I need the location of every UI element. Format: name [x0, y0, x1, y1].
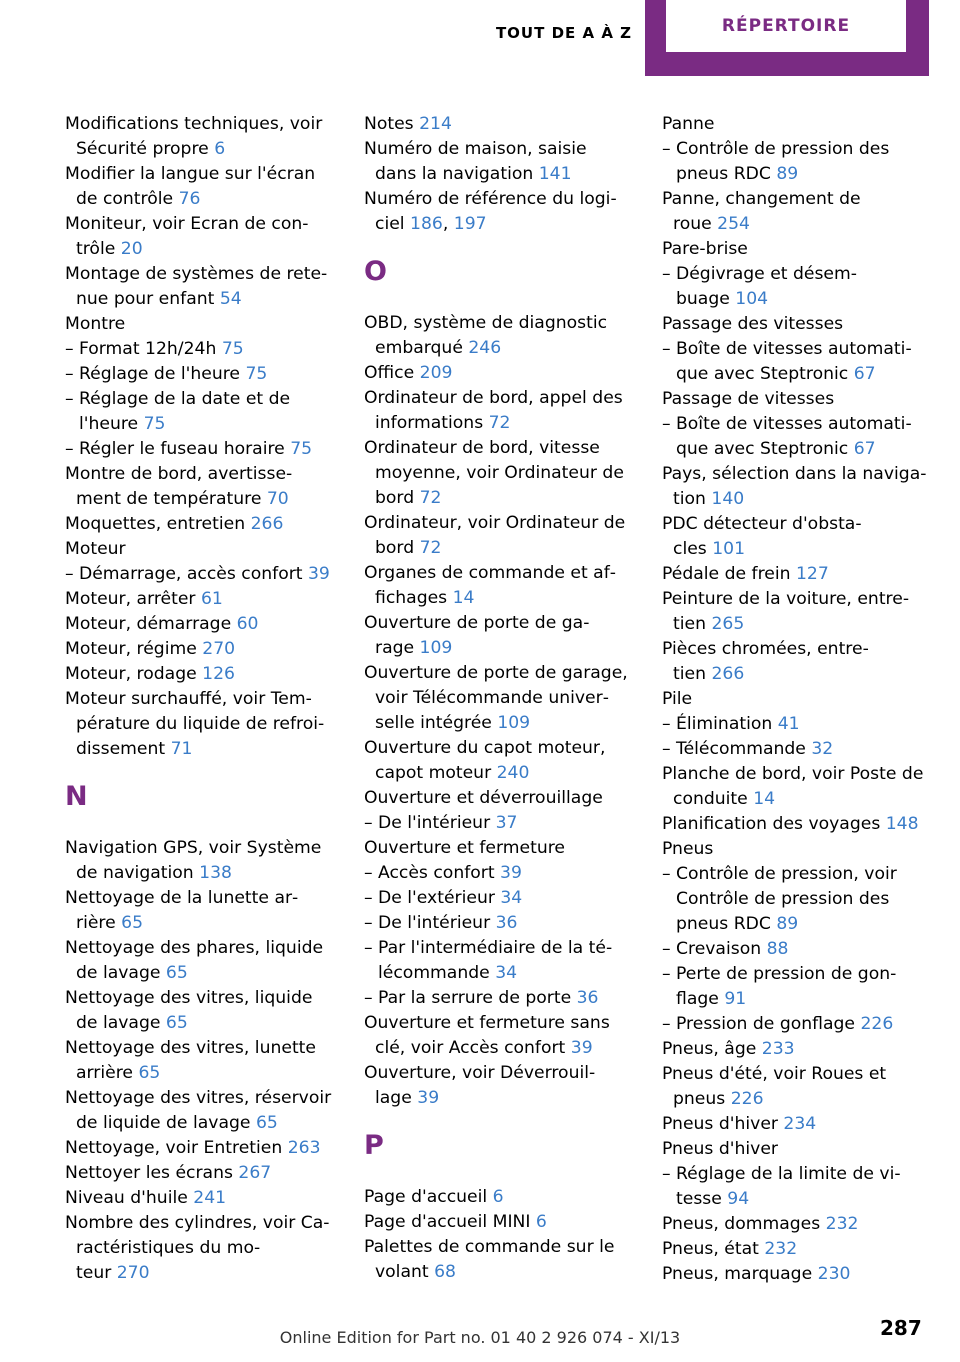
index-entry: Notes 214 — [364, 114, 452, 134]
index-entry: Montre — [65, 314, 126, 334]
index-subentry: – De l'extérieur 34 — [364, 886, 636, 911]
page-ref[interactable]: 209 — [419, 363, 453, 383]
page-ref[interactable]: 65 — [121, 913, 144, 933]
index-entry: Organes de commande et af‐ fichages 14 — [364, 563, 616, 608]
page-ref[interactable]: 94 — [727, 1189, 750, 1209]
index-entry: Nettoyage, voir Entretien 263 — [65, 1138, 321, 1158]
index-entry: Montage de systèmes de rete‐ nue pour enfant 54 — [65, 264, 328, 309]
page-ref[interactable]: 88 — [766, 939, 789, 959]
page-ref[interactable]: 65 — [165, 1013, 188, 1033]
index-entry: Pneus — [662, 839, 714, 859]
page-ref[interactable]: 65 — [165, 963, 188, 983]
page-ref[interactable]: 71 — [170, 739, 193, 759]
page-ref[interactable]: 109 — [419, 638, 453, 658]
section-letter: P — [364, 1130, 384, 1161]
index-column-3 — [662, 112, 932, 1287]
page-ref[interactable]: 266 — [711, 664, 745, 684]
index-entry: Passage des vitesses — [662, 314, 844, 334]
page-ref[interactable]: 254 — [717, 214, 750, 234]
page-ref[interactable]: 75 — [245, 364, 268, 384]
page-ref[interactable]: 65 — [255, 1113, 278, 1133]
page-ref[interactable]: 75 — [290, 439, 313, 459]
page-ref[interactable]: 68 — [434, 1262, 456, 1282]
page-ref[interactable]: 36 — [576, 988, 599, 1008]
index-entry: OBD, système de diagnostic embarqué 246 — [364, 313, 608, 358]
index-entry: Nettoyage des vitres, lunette arrière 65 — [65, 1038, 316, 1083]
index-entry: Panne, changement de roue 254 — [662, 189, 861, 234]
index-entry: Pays, sélection dans la naviga‐ tion 140 — [662, 464, 927, 509]
index-entry: Pile — [662, 689, 693, 709]
page-ref[interactable]: 36 — [495, 913, 518, 933]
index-entry: Ouverture du capot moteur, capot moteur 240 — [364, 738, 606, 783]
chapter-tab: RÉPERTOIRE — [666, 0, 906, 52]
page-ref[interactable]: 138 — [199, 863, 232, 883]
page-ref[interactable]: 14 — [753, 789, 776, 809]
page-ref[interactable]: 32 — [811, 739, 834, 759]
page-ref[interactable]: 241 — [193, 1188, 227, 1208]
index-entry: Page d'accueil 6 — [364, 1187, 504, 1207]
page-ref[interactable]: 41 — [777, 714, 800, 734]
index-entry: Moteur — [65, 539, 126, 559]
page-ref[interactable]: 6 — [492, 1187, 504, 1207]
page-ref[interactable]: 89 — [776, 164, 799, 184]
page-ref[interactable]: 197 — [453, 214, 487, 234]
page-ref[interactable]: 39 — [570, 1038, 593, 1058]
page-ref[interactable]: 72 — [419, 488, 442, 508]
page-ref[interactable]: 20 — [120, 239, 143, 259]
page-ref[interactable]: 72 — [419, 538, 442, 558]
page-ref[interactable]: 214 — [419, 114, 452, 134]
index-entry: Niveau d'huile 241 — [65, 1188, 227, 1208]
index-subentry: – Contrôle de pression des pneus RDC 89 — [662, 137, 932, 187]
page-ref[interactable]: 37 — [495, 813, 518, 833]
index-subentry: – Démarrage, accès confort 39 — [65, 562, 337, 587]
index-entry: Navigation GPS, voir Système de navigation 138 — [65, 838, 322, 883]
index-entry: Ouverture et fermeture sans clé, voir Accès confort 39 — [364, 1013, 610, 1058]
index-column-2 — [364, 112, 636, 1285]
index-entry: Pneus, marquage 230 — [662, 1264, 851, 1284]
page-ref[interactable]: 141 — [538, 164, 572, 184]
index-entry: Peinture de la voiture, entre‐ tien 265 — [662, 589, 910, 634]
page-ref[interactable]: 6 — [535, 1212, 547, 1232]
page-ref[interactable]: 60 — [236, 614, 259, 634]
index-subentry: – Réglage de la limite de vi‐ tesse 94 — [662, 1162, 932, 1212]
index-subentry: – Par la serrure de porte 36 — [364, 986, 636, 1011]
page-ref[interactable]: 265 — [711, 614, 745, 634]
page-ref[interactable]: 89 — [776, 914, 799, 934]
page-ref[interactable]: 39 — [417, 1088, 440, 1108]
index-subentry: – Crevaison 88 — [662, 937, 932, 962]
index-entry: Pare-brise — [662, 239, 748, 259]
page-number: 287 — [880, 1316, 922, 1340]
page-ref[interactable]: 104 — [735, 289, 769, 309]
index-entry: Page d'accueil MINI 6 — [364, 1212, 547, 1232]
index-entry: Pédale de frein 127 — [662, 564, 829, 584]
index-subentry: – Dégivrage et désem‐ buage 104 — [662, 262, 932, 312]
index-subentry: – Par l'intermédiaire de la té‐ lécommande 34 — [364, 936, 636, 986]
page-ref[interactable]: 70 — [266, 489, 289, 509]
page-ref[interactable]: 39 — [307, 564, 330, 584]
page-ref[interactable]: 109 — [497, 713, 531, 733]
index-subentry: – Pression de gonflage 226 — [662, 1012, 932, 1037]
page-ref[interactable]: 148 — [885, 814, 919, 834]
page-ref[interactable]: 246 — [468, 338, 502, 358]
page-ref[interactable]: 67 — [853, 439, 876, 459]
index-entry: Pneus d'été, voir Roues et pneus 226 — [662, 1064, 887, 1109]
index-entry: Moteur, régime 270 — [65, 639, 236, 659]
index-entry: Passage de vitesses — [662, 389, 835, 409]
index-subentry: – Perte de pression de gon‐ flage 91 — [662, 962, 932, 1012]
page-ref[interactable]: 75 — [221, 339, 244, 359]
page-ref[interactable]: 14 — [452, 588, 475, 608]
page-ref[interactable]: 270 — [116, 1263, 150, 1283]
page-ref[interactable]: 126 — [202, 664, 235, 684]
index-subentry: – De l'intérieur 36 — [364, 911, 636, 936]
page-ref[interactable]: 226 — [730, 1089, 764, 1109]
index-subentry: – Contrôle de pression, voir Contrôle de pression des pneus RDC 89 — [662, 862, 932, 937]
page-ref[interactable]: 230 — [817, 1264, 851, 1284]
page-ref[interactable]: 91 — [724, 989, 747, 1009]
page-ref[interactable]: 127 — [795, 564, 829, 584]
index-subentry: – Boîte de vitesses automati‐ que avec Steptronic 67 — [662, 412, 932, 462]
page-ref[interactable]: 240 — [496, 763, 530, 783]
index-entry: Nettoyage des vitres, réservoir de liquide de lavage 65 — [65, 1088, 332, 1133]
index-entry: Planche de bord, voir Poste de conduite 14 — [662, 764, 924, 809]
index-subentry: – Boîte de vitesses automati‐ que avec Steptronic 67 — [662, 337, 932, 387]
index-entry: Modifier la langue sur l'écran de contrôle 76 — [65, 164, 316, 209]
index-subentry: – Réglage de l'heure 75 — [65, 362, 337, 387]
page-ref[interactable]: 186 — [410, 214, 443, 234]
index-entry: Ouverture et déverrouillage — [364, 788, 603, 808]
page-ref[interactable]: 234 — [783, 1114, 817, 1134]
index-entry: Nettoyage des vitres, liquide de lavage 65 — [65, 988, 313, 1033]
index-entry: Pneus, état 232 — [662, 1239, 798, 1259]
page-ref[interactable]: 39 — [500, 863, 522, 883]
index-entry: Ouverture et fermeture — [364, 838, 565, 858]
index-entry: Numéro de référence du logi‐ ciel 186, 197 — [364, 189, 617, 234]
index-entry: Pièces chromées, entre‐ tien 266 — [662, 639, 869, 684]
page-ref[interactable]: 140 — [711, 489, 745, 509]
page-ref[interactable]: 75 — [143, 414, 166, 434]
index-entry: Moteur, rodage 126 — [65, 664, 235, 684]
page-ref[interactable]: 233 — [761, 1039, 795, 1059]
index-entry: Modifications techniques, voir Sécurité propre 6 — [65, 114, 323, 159]
page-ref[interactable]: 54 — [219, 289, 242, 309]
index-entry: Office 209 — [364, 363, 453, 383]
index-entry: Pneus, âge 233 — [662, 1039, 795, 1059]
index-entry: Nombre des cylindres, voir Ca‐ ractéristiques du mo‐ teur 270 — [65, 1213, 330, 1283]
page-ref[interactable]: 67 — [853, 364, 876, 384]
index-entry: Pneus d'hiver 234 — [662, 1114, 817, 1134]
index-subentry: – Réglage de la date et de l'heure 75 — [65, 387, 337, 437]
page-ref[interactable]: 34 — [495, 963, 518, 983]
index-entry: Moniteur, voir Ecran de con‐ trôle 20 — [65, 214, 309, 259]
page-ref[interactable]: 267 — [238, 1163, 272, 1183]
index-entry: Nettoyer les écrans 267 — [65, 1163, 272, 1183]
index-subentry: – Accès confort 39 — [364, 861, 636, 886]
index-entry: PDC détecteur d'obsta‐ cles 101 — [662, 514, 862, 559]
index-entry: Moteur, arrêter 61 — [65, 589, 223, 609]
index-entry: Ouverture de porte de garage, voir Télécommande univer‐ selle intégrée 109 — [364, 663, 628, 733]
index-entry: Pneus d'hiver — [662, 1139, 778, 1159]
section-tab: TOUT DE A À Z — [495, 24, 633, 42]
page-ref[interactable]: 263 — [287, 1138, 321, 1158]
page-ref[interactable]: 270 — [202, 639, 236, 659]
page-ref[interactable]: 266 — [250, 514, 284, 534]
index-subentry: – Télécommande 32 — [662, 737, 932, 762]
index-subentry: – Régler le fuseau horaire 75 — [65, 437, 337, 462]
page-ref[interactable]: 232 — [825, 1214, 859, 1234]
index-entry: Ouverture, voir Déverrouil‐ lage 39 — [364, 1063, 596, 1108]
page-ref[interactable]: 76 — [178, 189, 201, 209]
page-ref[interactable]: 6 — [214, 139, 226, 159]
index-entry: Moteur surchauffé, voir Tem‐ pérature du liquide de refroi‐ dissement 71 — [65, 689, 325, 759]
index-entry: Nettoyage de la lunette ar‐ rière 65 — [65, 888, 299, 933]
page-ref[interactable]: 226 — [860, 1014, 894, 1034]
index-subentry: – De l'intérieur 37 — [364, 811, 636, 836]
section-letter: N — [65, 781, 88, 812]
index-column-1 — [65, 112, 337, 1286]
index-entry: Ouverture de porte de ga‐ rage 109 — [364, 613, 590, 658]
index-subentry: – Format 12h/24h 75 — [65, 337, 337, 362]
page-ref[interactable]: 72 — [488, 413, 511, 433]
page-ref[interactable]: 61 — [200, 589, 223, 609]
index-entry: Moquettes, entretien 266 — [65, 514, 284, 534]
index-entry: Ordinateur, voir Ordinateur de bord 72 — [364, 513, 626, 558]
index-entry: Ordinateur de bord, vitesse moyenne, voir Ordinateur de bord 72 — [364, 438, 624, 508]
index-entry: Planification des voyages 148 — [662, 814, 919, 834]
page-ref[interactable]: 101 — [712, 539, 746, 559]
page-ref[interactable]: 65 — [138, 1063, 161, 1083]
index-entry: Moteur, démarrage 60 — [65, 614, 259, 634]
index-subentry: – Élimination 41 — [662, 712, 932, 737]
index-entry: Palettes de commande sur le volant 68 — [364, 1237, 615, 1282]
index-entry: Numéro de maison, saisie dans la navigation 141 — [364, 139, 587, 184]
page-ref[interactable]: 232 — [764, 1239, 798, 1259]
page-ref[interactable]: 34 — [500, 888, 523, 908]
index-entry: Ordinateur de bord, appel des informations 72 — [364, 388, 623, 433]
section-letter: O — [364, 256, 387, 287]
index-entry: Nettoyage des phares, liquide de lavage 65 — [65, 938, 324, 983]
index-entry: Montre de bord, avertisse‐ ment de température 70 — [65, 464, 293, 509]
index-entry: Panne — [662, 114, 715, 134]
index-entry: Pneus, dommages 232 — [662, 1214, 859, 1234]
footer-edition: Online Edition for Part no. 01 40 2 926 074 - XI/13 — [279, 1328, 681, 1347]
